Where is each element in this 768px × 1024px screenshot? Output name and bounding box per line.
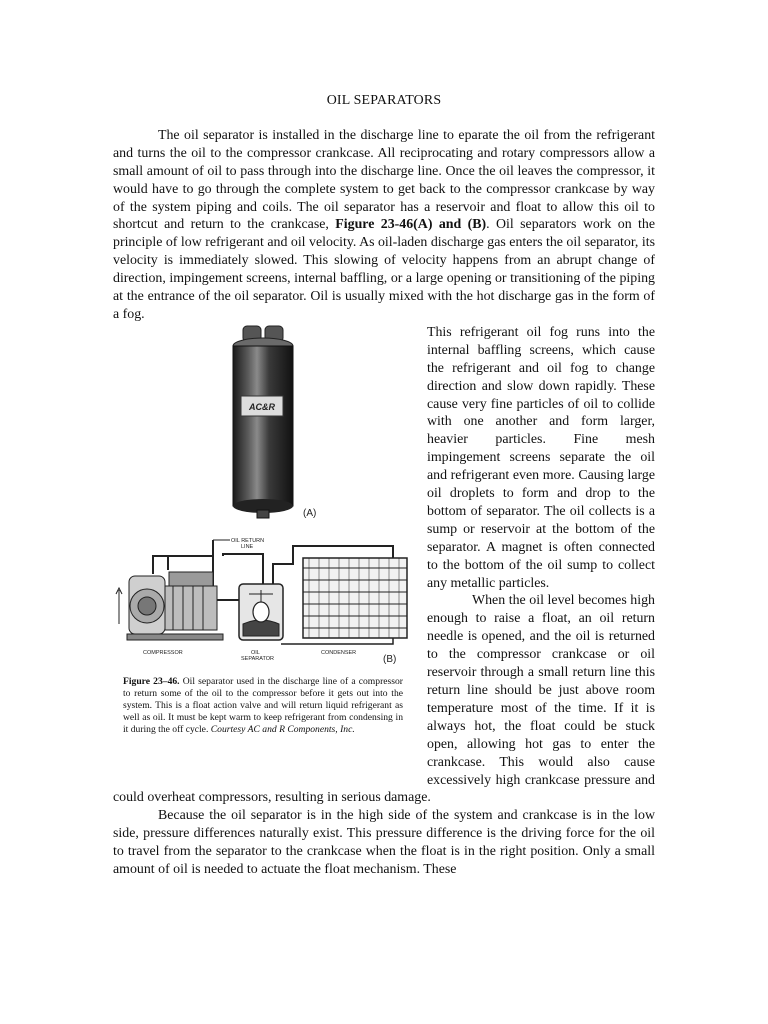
label-a: (A) xyxy=(303,507,317,519)
caption-credit: Courtesy AC and R Components, Inc. xyxy=(210,723,355,735)
figure-illustration xyxy=(113,324,413,676)
document-page xyxy=(113,92,655,879)
figure-23-46 xyxy=(113,324,413,772)
oil-separator-label-2: SEPARATOR xyxy=(241,655,275,662)
oil-separator-label-1: OIL xyxy=(251,649,260,656)
figure-caption xyxy=(123,676,403,736)
compressor-label: COMPRESSOR xyxy=(143,649,183,656)
paragraph-intro xyxy=(113,127,655,324)
oil-return-line-label-2: LINE xyxy=(241,543,254,550)
brand-logo-text: AC&R xyxy=(249,401,275,412)
caption-label: Figure 23–46. xyxy=(123,675,180,687)
paragraph-intro-text-1: The oil separator is installed in the discharge line to eparate the oil from the refrigerant and turns the oil to the compressor crankcase. All reciprocating and rotary compressors allow a small amount of oil to pass through into the discharge line. Once the oil leaves the compressor, it would have to go through the complete system to get back to the compressor crankcase by way of the system piping and coils. The oil separator has a reservoir and float to allow this oil to shortcut and return to the crankcase, xyxy=(113,127,655,233)
paragraph-pressure: Because the oil separator is in the high side of the system and crankcase is in the low side, pressure differences naturally exist. This pressure difference is the driving force for the oil to travel from the separator to the crankcase when the float is in the right position. Only a small amount of oil is needed to actuate the float mechanism. These xyxy=(113,808,655,878)
caption-text: Oil separator used in the discharge line of a compressor to return some of the oil to the compressor before it gets out into the system. This is a float action valve and will return liquid refrigerant as well as oil. It must be kept warm to keep refrigerant from condensing in it during the off cycle. xyxy=(123,675,403,735)
oil-separator-photo xyxy=(233,326,293,518)
paragraph-float: When the oil level becomes high enough to raise a float, an oil return needle is opened, and the oil is returned to the compressor crankcase or oil reservoir through a small return line this return line should be just above room temperature most of the time. If it is always hot, the float could be stuck open, allowing hot gas to enter the crankcase. This would also cause excessively high crankcase pressure and could overheat compressors, resulting in serious damage. xyxy=(113,593,655,806)
system-diagram xyxy=(116,537,407,644)
paragraph-intro-text-2: . Oil separators work on the principle of low refrigerant and oil velocity. As oil-laden discharge gas enters the oil separator, its velocity is immediately slowed. This slowing of velocity happens from an abrupt change of direction, impingement screens, internal baffling, or a large opening or transitioning of the piping at the entrance of the oil separator. Oil is usually mixed with the hot discharge gas in the form of a fog. xyxy=(113,217,655,322)
condenser-label: CONDENSER xyxy=(321,649,357,656)
oil-return-line-label-1: OIL RETURN xyxy=(231,537,265,544)
paragraph-baffling: This refrigerant oil fog runs into the internal baffling screens, which cause the refrigerant and oil fog to change direction and slow down rapidly. These cause very fine particles of oil to collide with one another and form larger, heavier particles. Fine mesh impingement screens separate the oil and refrigerant even more. Causing large oil droplets to form and drop to the bottom of separator. The oil collects is a sump or reservoir at the bottom of the separator. A magnet is often connected to the bottom of the oil sump to collect any metallic particles. xyxy=(427,324,655,591)
figure-reference: Figure 23-46(A) and (B) xyxy=(335,217,487,233)
page-title: OIL SEPARATORS xyxy=(326,93,442,108)
label-b: (B) xyxy=(383,653,397,665)
